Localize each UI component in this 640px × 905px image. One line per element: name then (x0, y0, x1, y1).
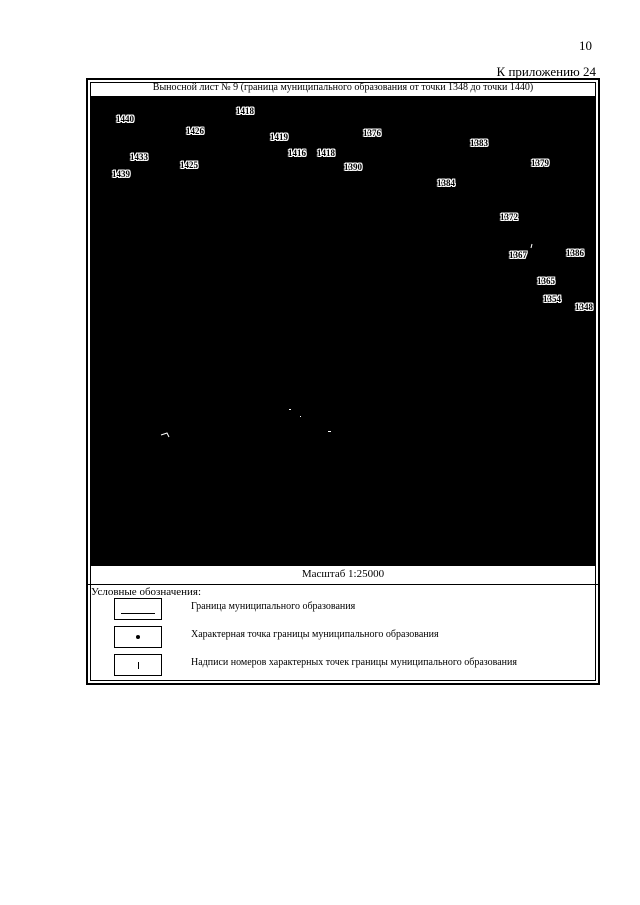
point-label-1379: 1379 (531, 158, 549, 168)
point-label-1418: 1418 (236, 106, 254, 116)
point-label-1439: 1439 (112, 169, 130, 179)
point-label-1386: 1386 (566, 248, 584, 258)
appendix-reference: К приложению 24 (496, 64, 596, 79)
point-label-1416: 1416 (288, 148, 306, 158)
legend-symbol-boundary-line (114, 598, 162, 620)
boundary-line-icon (121, 613, 155, 614)
point-label-1419: 1419 (270, 132, 288, 142)
scale-label: Масштаб 1:25000 (301, 568, 385, 580)
legend-symbol-point-number-label (114, 654, 162, 676)
legend-symbol-characteristic-point (114, 626, 162, 648)
point-label-1367: 1367 (509, 250, 527, 260)
point-label-1383: 1383 (470, 138, 488, 148)
legend-text-point-number-label: Надписи номеров характерных точек границы муниципального образования (191, 657, 517, 668)
sheet-title: Выносной лист № 9 (граница муниципального образования от точки 1348 до точки 1440) (152, 82, 534, 93)
point-label-1365: 1365 (537, 276, 555, 286)
point-label-1372: 1372 (500, 212, 518, 222)
legend-text-boundary: Граница муниципального образования (191, 601, 356, 612)
legend-text-characteristic-point: Характерная точка границы муниципального образования (191, 629, 439, 640)
point-label-1433: 1433 (130, 152, 148, 162)
point-label-1354: 1354 (543, 294, 561, 304)
map-sheet-frame (86, 78, 600, 685)
label-tick-icon (138, 662, 139, 669)
point-label-1390: 1390 (344, 162, 362, 172)
point-label-1376: 1376 (363, 128, 381, 138)
legend-title: Условные обозначения: (91, 586, 202, 598)
point-label-1426: 1426 (186, 126, 204, 136)
point-label-1348: 1348 (575, 302, 593, 312)
point-label-1425: 1425 (180, 160, 198, 170)
map-features (91, 96, 595, 566)
point-label-1384: 1384 (437, 178, 455, 188)
map-area (91, 96, 595, 566)
point-dot-icon (136, 635, 140, 639)
point-label-1418b: 1418 (317, 148, 335, 158)
page-number: 10 (579, 38, 592, 53)
point-label-1440: 1440 (116, 114, 134, 124)
legend-divider (88, 584, 598, 585)
